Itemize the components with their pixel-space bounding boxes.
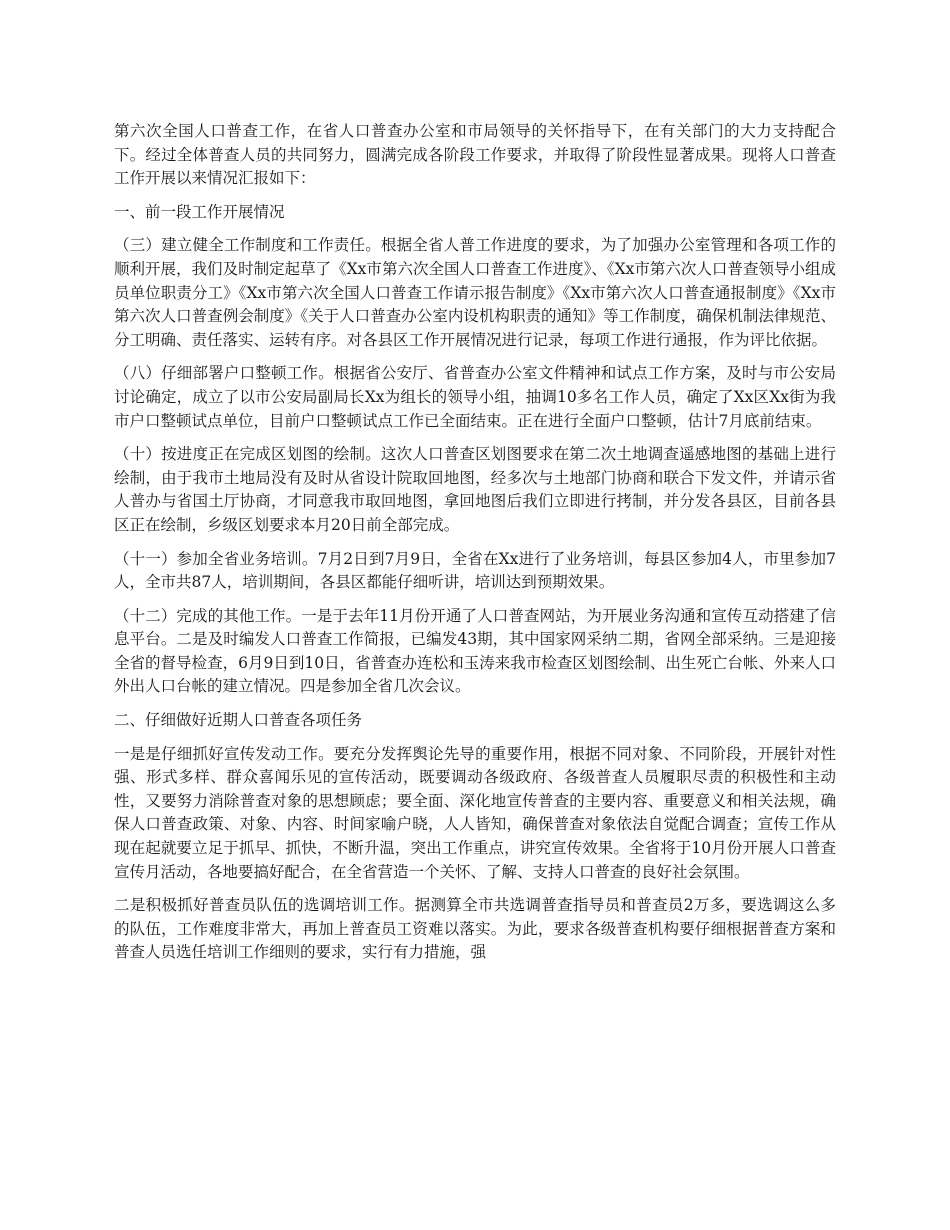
section1-paragraph-11: （十一）参加全省业务培训。7月2日到7月9日，全省在Xx进行了业务培训，每县区参加4人，市里参加7人，全市共87人，培训期间，各县区都能仔细听讲，培训达到预期效果。 bbox=[114, 549, 836, 592]
section1-paragraph-3: （三）建立健全工作制度和工作责任。根据全省人普工作进度的要求，为了加强办公室管理和各项工作的顺利开展，我们及时制定起草了《Xx市第六次全国人口普查工作进度》、《Xx市第六次人口普查领导小组成员单位职责分工》《Xx市第六次全国人口普查工作请示报告制度》《Xx市第六次人口普查通报制度》《Xx市第六次人口普查例会制度》《关于人口普查办公室内设机构职责的通知》等工作制度，确保机制法律规范、分工明确、责任落实、运转有序。对各县区工作开展情况进行记录，每项工作进行通报，作为评比依据。 bbox=[114, 236, 836, 349]
section1-paragraph-10: （十）按进度正在完成区划图的绘制。这次人口普查区划图要求在第二次土地调查遥感地图的基础上进行绘制，由于我市土地局没有及时从省设计院取回地图，经多次与土地部门协商和联合下发文件，并请示省人普办与省国土厅协商，才同意我市取回地图，拿回地图后我们立即进行拷制，并分发各县区，目前各县区正在绘制，乡级区划要求本月20日前全部完成。 bbox=[114, 445, 836, 534]
section1-paragraph-8: （八）仔细部署户口整顿工作。根据省公安厅、省普查办公室文件精神和试点工作方案，及时与市公安局讨论确定，成立了以市公安局副局长Xx为组长的领导小组，抽调10多名工作人员，确定了Xx区Xx街为我市户口整顿试点单位，目前户口整顿试点工作已全面结束。正在进行全面户口整顿，估计7月底前结束。 bbox=[114, 364, 836, 430]
section-heading-1: 一、前一段工作开展情况 bbox=[114, 202, 285, 221]
intro-paragraph: 第六次全国人口普查工作，在省人口普查办公室和市局领导的关怀指导下，在有关部门的大力支持配合下。经过全体普查人员的共同努力，圆满完成各阶段工作要求，并取得了阶段性显著成果。现将人口普查工作开展以来情况汇报如下： bbox=[114, 122, 836, 188]
section2-paragraph-2: 二是积极抓好普查员队伍的选调培训工作。据测算全市共选调普查指导员和普查员2万多，要选调这么多的队伍，工作难度非常大，再加上普查员工资难以落实。为此，要求各级普查机构要仔细根据普查方案和普查人员选任培训工作细则的要求，实行有力措施，强 bbox=[114, 896, 836, 962]
section1-paragraph-12: （十二）完成的其他工作。一是于去年11月份开通了人口普查网站，为开展业务沟通和宣传互动搭建了信息平台。二是及时编发人口普查工作简报，已编发43期，其中国家网采纳二期，省网全部采纳。三是迎接全省的督导检查，6月9日到10日，省普查办连松和玉涛来我市检查区划图绘制、出生死亡台帐、外来人口外出人口台帐的建立情况。四是参加全省几次会议。 bbox=[114, 606, 836, 696]
section2-paragraph-1: 一是是仔细抓好宣传发动工作。要充分发挥舆论先导的重要作用，根据不同对象、不同阶段，开展针对性强、形式多样、群众喜闻乐见的宣传活动，既要调动各级政府、各级普查人员履职尽责的积极性和主动性，又要努力消除普查对象的思想顾虑；要全面、深化地宣传普查的主要内容、重要意义和相关法规，确保人口普查政策、对象、内容、时间家喻户晓，人人皆知，确保普查对象依法自觉配合调查；宣传工作从现在起就要立足于抓早、抓快，不断升温，突出工作重点，讲究宣传效果。全省将于10月份开展人口普查宣传月活动，各地要搞好配合，在全省营造一个关怀、了解、支持人口普查的良好社会氛围。 bbox=[114, 744, 836, 881]
section-heading-2: 二、仔细做好近期人口普查各项任务 bbox=[114, 711, 363, 730]
